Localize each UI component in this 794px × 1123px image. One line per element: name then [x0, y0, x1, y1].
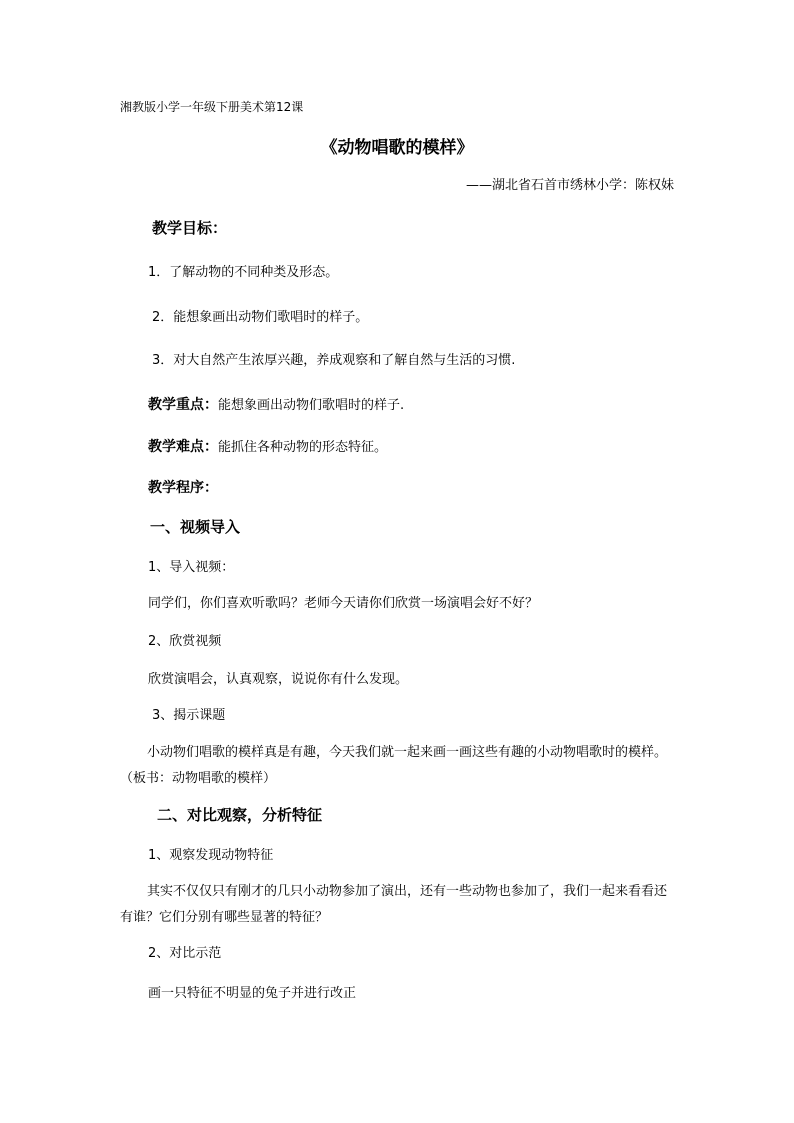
section1-step3-text: 小动物们唱歌的模样真是有趣，今天我们就一起来画一画这些有趣的小动物唱歌时的模样。（板书：动物唱歌的模样） — [120, 745, 668, 786]
difficulty-text: 能抓住各种动物的形态特征。 — [218, 440, 388, 455]
section1-step1-title: 1、导入视频： — [148, 560, 235, 575]
section1-step3-title: 3、揭示课题 — [152, 708, 226, 723]
procedure-heading: 教学程序： — [148, 480, 218, 496]
document-title: 《动物唱歌的模样》 — [320, 138, 474, 158]
section2-heading: 二、对比观察，分析特征 — [157, 806, 323, 824]
key-point-label: 教学重点： — [148, 397, 218, 413]
section1-step1-text: 同学们，你们喜欢听歌吗？老师今天请你们欣赏一场演唱会好不好？ — [148, 596, 539, 611]
section1-heading: 一、视频导入 — [150, 518, 241, 536]
difficulty-line — [148, 439, 387, 456]
author-line: ——湖北省石首市绣林小学：陈权妹 — [465, 178, 674, 193]
header-line: 湘教版小学一年级下册美术第12课 — [120, 100, 304, 114]
section2-step1-title: 1、观察发现动物特征 — [148, 848, 274, 863]
objective-item-1: 1．了解动物的不同种类及形态。 — [148, 265, 339, 280]
section2-step1-text: 其实不仅仅只有刚才的几只小动物参加了演出，还有一些动物也参加了，我们一起来看看还有谁？它们分别有哪些显著的特征？ — [120, 884, 668, 925]
difficulty-label: 教学难点： — [148, 439, 218, 455]
section1-step2-text: 欣赏演唱会，认真观察，说说你有什么发现。 — [148, 672, 409, 687]
section1-step2-title: 2、欣赏视频 — [148, 634, 222, 649]
objective-item-2: 2．能想象画出动物们歌唱时的样子。 — [152, 310, 369, 325]
section2-step2-title: 2、对比示范 — [148, 946, 222, 961]
key-point-line — [148, 397, 404, 414]
key-point-text: 能想象画出动物们歌唱时的样子. — [218, 398, 405, 413]
objective-item-3: 3．对大自然产生浓厚兴趣，养成观察和了解自然与生活的习惯. — [152, 353, 516, 368]
objectives-heading: 教学目标： — [152, 219, 228, 237]
section2-step2-text: 画一只特征不明显的兔子并进行改正 — [148, 986, 357, 1001]
